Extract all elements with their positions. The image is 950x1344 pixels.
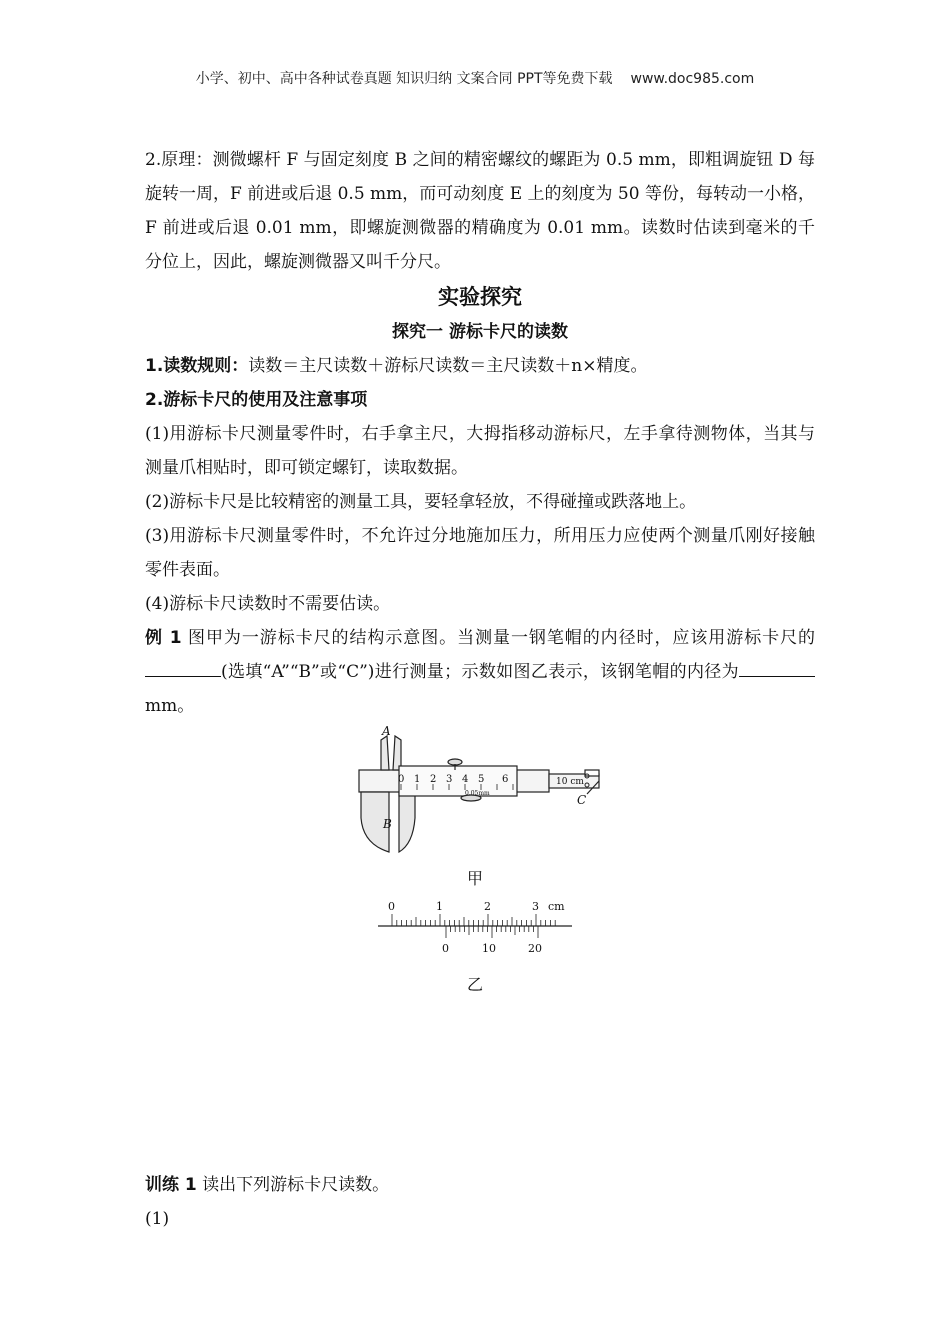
figure1-caption: 甲	[466, 869, 483, 888]
example-text-2: (选填“A”“B”或“C”)进行测量；示数如图乙表示，该钢笔帽的内径为	[221, 662, 739, 682]
example-text-3: mm。	[145, 696, 195, 716]
example-paragraph	[145, 621, 815, 723]
label-c: C	[577, 793, 587, 807]
vernier-reading-figure	[376, 894, 576, 960]
vernier-0: 0	[442, 942, 449, 955]
label-a: A	[382, 726, 391, 738]
vernier-20: 20	[528, 942, 542, 955]
scale-unit: cm	[548, 900, 565, 913]
rules-paragraph	[145, 349, 815, 383]
page-header	[0, 68, 950, 88]
main-tick-2: 2	[430, 774, 437, 785]
main-content	[145, 143, 815, 723]
training-title: 训练 1	[145, 1175, 197, 1195]
main-tick-1: 1	[414, 774, 421, 785]
training-item: (1)	[145, 1209, 170, 1229]
training-text: 读出下列游标卡尺读数。	[202, 1175, 390, 1195]
rules-text: 读数＝主尺读数＋游标尺读数＝主尺读数＋n×精度。	[248, 356, 648, 376]
main-tick-0: 0	[398, 774, 405, 785]
main-tick-3: 3	[446, 774, 453, 785]
label-b: B	[383, 817, 392, 831]
usage-item-2: (2)游标卡尺是比较精密的测量工具，要轻拿轻放，不得碰撞或跌落地上。	[145, 492, 697, 512]
scale-main-0: 0	[388, 900, 395, 913]
usage-item-1: (1)用游标卡尺测量零件时，右手拿主尺，大拇指移动游标尺，左手拿待测物体，当其与测量爪相贴时，即可锁定螺钉，读取数据。	[145, 424, 815, 478]
main-tick-6: 6	[502, 774, 509, 785]
usage-item-3: (3)用游标卡尺测量零件时，不允许过分地施加压力，所用压力应使两个测量爪刚好接触零件表面。	[145, 526, 815, 580]
example-text-1: 图甲为一游标卡尺的结构示意图。当测量一钢笔帽的内径时，应该用游标卡尺的	[188, 628, 816, 648]
scale-main-1: 1	[436, 900, 443, 913]
answer-blank-1	[145, 660, 221, 677]
principle-label: 2.原理：	[145, 150, 213, 170]
principle-text: 测微螺杆 F 与固定刻度 B 之间的精密螺纹的螺距为 0.5 mm，即粗调旋钮 D 每旋转一周，F 前进或后退 0.5 mm，而可动刻度 E 上的刻度为 50 等份，每转动一小格，F 前进或后退 0.01 mm，即螺旋测微器的精确度为 0.01 mm。读数时估读到毫米的千分位上，因此，螺旋测微器又叫千分尺。	[145, 150, 815, 272]
training-section	[145, 1168, 389, 1236]
caliper-diagram	[355, 726, 605, 866]
rules-label: 1.读数规则：	[145, 356, 249, 376]
precision-label: 0.05mm	[465, 790, 490, 797]
example-label: 例 1	[145, 628, 182, 648]
usage-title: 2.游标卡尺的使用及注意事项	[145, 390, 368, 410]
main-tick-4: 4	[462, 774, 469, 785]
principle-paragraph	[145, 143, 815, 279]
answer-blank-2	[739, 660, 815, 677]
header-text: 小学、初中、高中各种试卷真题 知识归纳 文案合同 PPT等免费下载	[195, 71, 613, 87]
section-subtitle: 探究一 游标卡尺的读数	[392, 322, 568, 342]
main-tick-5: 5	[478, 774, 485, 785]
header-site[interactable]: www.doc985.com	[630, 71, 755, 87]
scale-main-3: 3	[532, 900, 539, 913]
figure2-caption: 乙	[466, 975, 483, 994]
vernier-scale-diagram	[376, 894, 576, 960]
scale-main-2: 2	[484, 900, 491, 913]
training-line	[145, 1168, 389, 1202]
unit-label: 10 cm	[556, 777, 584, 787]
usage-item-4: (4)游标卡尺读数时不需要估读。	[145, 594, 391, 614]
vernier-10: 10	[482, 942, 496, 955]
section-title: 实验探究	[438, 285, 522, 309]
caliper-structure-figure	[355, 726, 605, 866]
